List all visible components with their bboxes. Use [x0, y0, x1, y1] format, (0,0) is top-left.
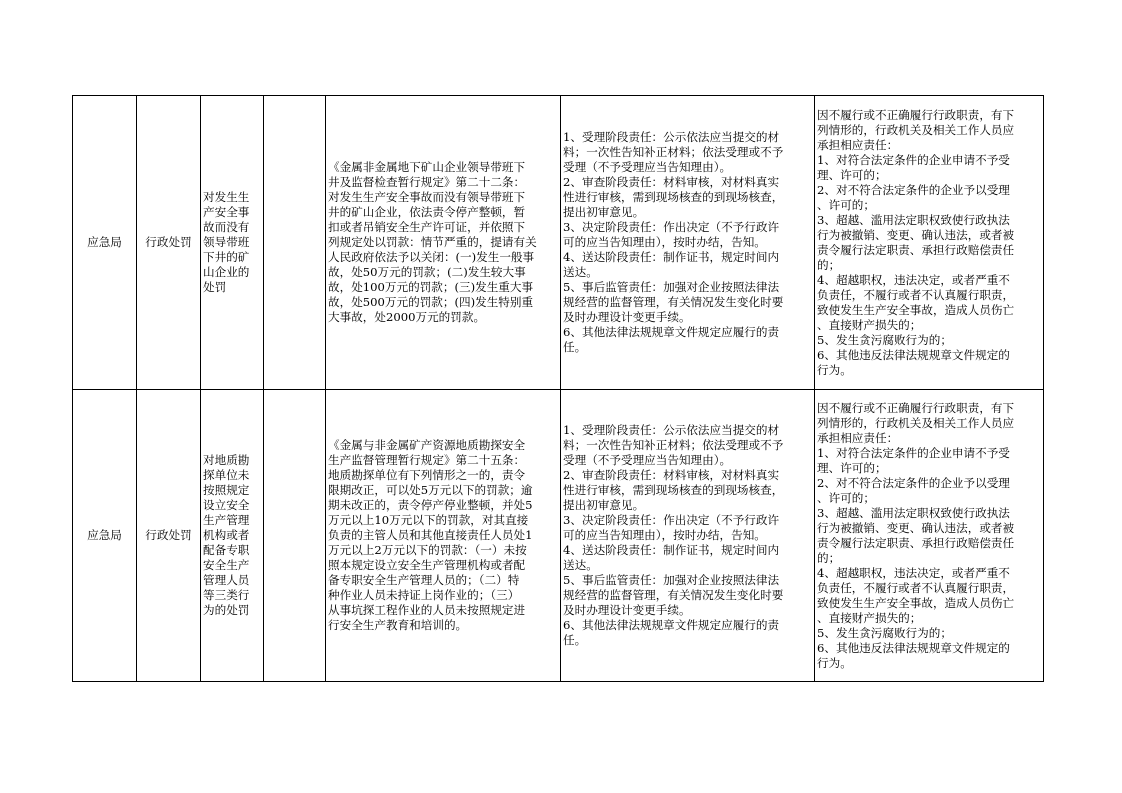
- department-text: 应急局: [87, 528, 122, 542]
- legal-basis-text: 《金属非金属地下矿山企业领导带班下 井及监督检查暂行规定》第二十二条： 对发生生产安全事故而没有领导带班下 井的矿山企业，依法责令停产整顿，暂 扣或者吊销安全生产许可证，并依照下 列规定处以罚款：情节严重的，提请有关 人民政府依法予以关闭：(一)发生一般事 故，处50万元的罚款；(二)发生较大事 故，处100万元的罚款；(三)发生重大事 故，处500万元的罚款；(四)发生特别重 大事故，处2000万元的罚款。: [328, 160, 537, 324]
- responsibility-cell: [561, 96, 815, 390]
- category-text: 行政处罚: [145, 528, 192, 542]
- table-row: [73, 390, 1044, 682]
- liability-cell: [815, 96, 1044, 390]
- item-name-text: 对发生生 产安全事 故而没有 领导带班 下井的矿 山企业的 处罚: [203, 190, 250, 294]
- category-cell: [137, 96, 201, 390]
- responsibility-text: 1、受理阶段责任：公示依法应当提交的材 料；一次性告知补正材料；依法受理或不予 受理（不予受理应当告知理由）。 2、审查阶段责任：材料审核，对材料真实 性进行审核，需到现场核查的到现场核查， 提出初审意见。 3、决定阶段责任：作出决定（不予行政许 可的应当告知理由），按时办结，告知。 4、送达阶段责任：制作证书，规定时间内 送达。 5、事后监管责任：加强对企业按照法律法 规经营的监督管理，有关情况发生变化时要 及时办理设计变更手续。 6、其他法律法规规章文件规定应履行的责 任。: [563, 423, 784, 647]
- sub-item-cell: [264, 390, 326, 682]
- power-list-table: [72, 95, 1044, 682]
- department-cell: [73, 96, 137, 390]
- liability-text: 因不履行或不正确履行行政职责，有下 列情形的，行政机关及相关工作人员应 承担相应责任： 1、对符合法定条件的企业申请不予受 理、许可的； 2、对不符合法定条件的企业予以受理 、许可的； 3、超越、滥用法定职权致使行政执法 行为被撤销、变更、确认违法，或者被 责令履行法定职责、承担行政赔偿责任 的； 4、超越职权，违法决定，或者严重不 负责任，不履行或者不认真履行职责， 致使发生生产安全事故，造成人员伤亡 、直接财产损失的； 5、发生贪污腐败行为的； 6、其他违反法律法规规章文件规定的 行为。: [817, 400, 1015, 670]
- responsibility-text: 1、受理阶段责任：公示依法应当提交的材 料；一次性告知补正材料；依法受理或不予 受理（不予受理应当告知理由）。 2、审查阶段责任：材料审核，对材料真实 性进行审核，需到现场核查的到现场核查， 提出初审意见。 3、决定阶段责任：作出决定（不予行政许 可的应当告知理由），按时办结，告知。 4、送达阶段责任：制作证书，规定时间内 送达。 5、事后监管责任：加强对企业按照法律法 规经营的监督管理，有关情况发生变化时要 及时办理设计变更手续。 6、其他法律法规规章文件规定应履行的责 任。: [563, 130, 784, 354]
- liability-cell: [815, 390, 1044, 682]
- legal-basis-cell: [326, 96, 561, 390]
- liability-text: 因不履行或不正确履行行政职责，有下 列情形的，行政机关及相关工作人员应 承担相应责任： 1、对符合法定条件的企业申请不予受 理、许可的； 2、对不符合法定条件的企业予以受理 、许可的； 3、超越、滥用法定职权致使行政执法 行为被撤销、变更、确认违法，或者被 责令履行法定职责、承担行政赔偿责任 的； 4、超越职权，违法决定，或者严重不 负责任，不履行或者不认真履行职责， 致使发生生产安全事故，造成人员伤亡 、直接财产损失的； 5、发生贪污腐败行为的； 6、其他违反法律法规规章文件规定的 行为。: [817, 107, 1015, 377]
- item-name-text: 对地质勘 探单位未 按照规定 设立安全 生产管理 机构或者 配备专职 安全生产 管理人员 等三类行 为的处罚: [203, 453, 250, 617]
- department-cell: [73, 390, 137, 682]
- responsibility-cell: [561, 390, 815, 682]
- category-cell: [137, 390, 201, 682]
- legal-basis-text: 《金属与非金属矿产资源地质勘探安全 生产监督管理暂行规定》第二十五条： 地质勘探单位有下列情形之一的，责令 限期改正，可以处5万元以下的罚款；逾 期未改正的，责令停产停业整顿，并处5 万元以上10万元以下的罚款，对其直接 负责的主管人员和其他直接责任人员处1 万元以上2万元以下的罚款：（一）未按 照本规定设立安全生产管理机构或者配 备专职安全生产管理人员的；（二）特 种作业人员未持证上岗作业的；（三） 从事坑探工程作业的人员未按照规定进 行安全生产教育和培训的。: [328, 438, 533, 632]
- table-row: [73, 96, 1044, 390]
- sub-item-cell: [264, 96, 326, 390]
- item-name-cell: [201, 390, 264, 682]
- department-text: 应急局: [87, 235, 122, 249]
- category-text: 行政处罚: [145, 235, 192, 249]
- item-name-cell: [201, 96, 264, 390]
- legal-basis-cell: [326, 390, 561, 682]
